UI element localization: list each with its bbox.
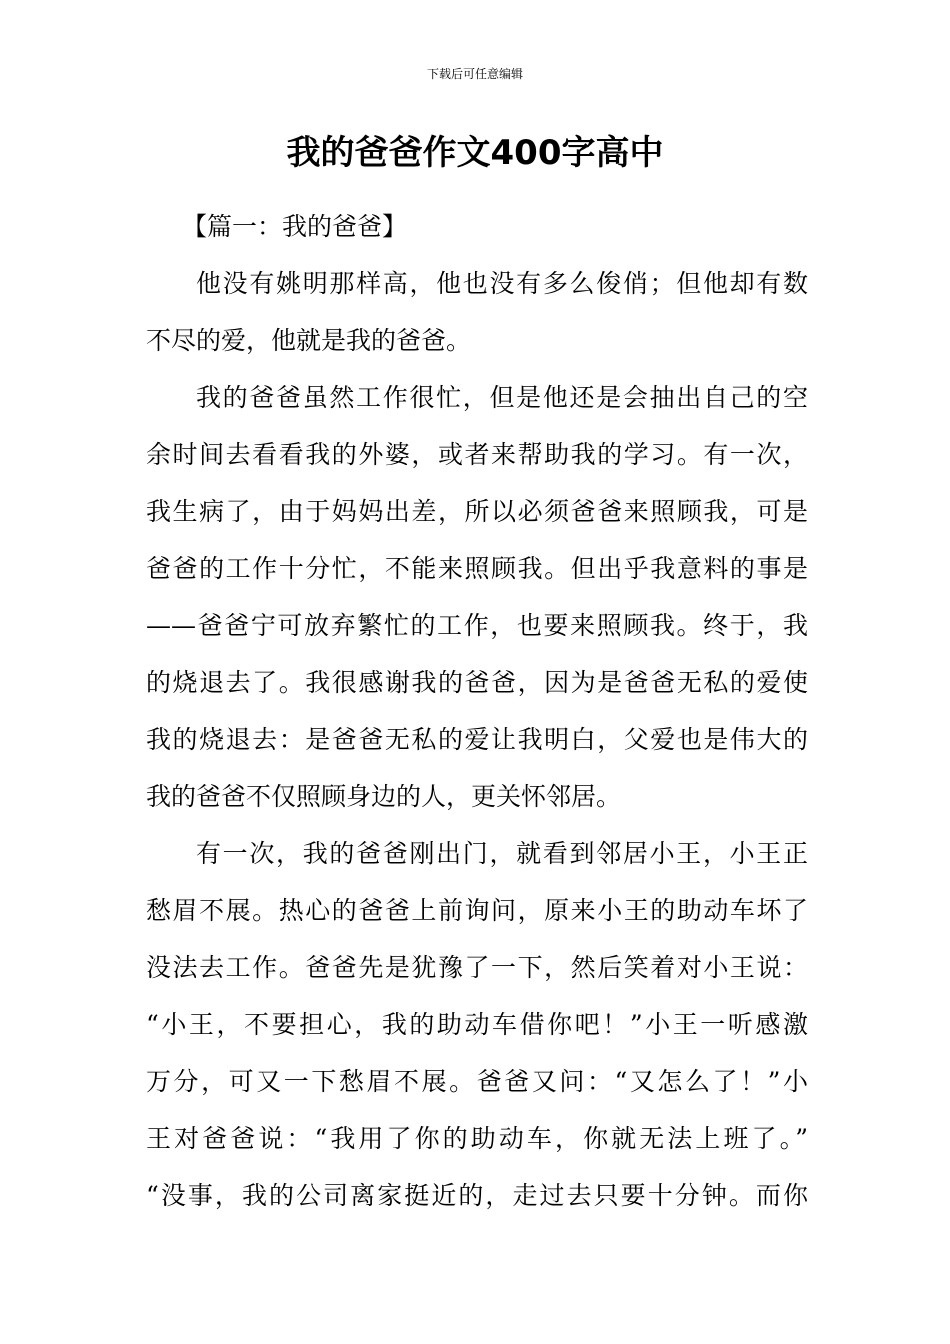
text-line: “小王，不要担心，我的助动车借你吧！”小王一听感激 — [146, 1010, 808, 1039]
text-line: 王对爸爸说：“我用了你的助动车，你就无法上班了。” — [146, 1124, 808, 1153]
text-line: 我的爸爸虽然工作很忙，但是他还是会抽出自己的空 — [196, 383, 808, 412]
section-heading: 【篇一：我的爸爸】 — [182, 212, 408, 241]
document-body — [146, 198, 808, 1224]
text-line: 余时间去看看我的外婆，或者来帮助我的学习。有一次， — [146, 440, 808, 469]
text-line: 我的爸爸不仅照顾身边的人，更关怀邻居。 — [146, 782, 622, 811]
document-title: 我的爸爸作文400字高中 — [286, 133, 664, 173]
text-line: 万分，可又一下愁眉不展。爸爸又问：“又怎么了！”小 — [146, 1067, 808, 1096]
text-line: 我生病了，由于妈妈出差，所以必须爸爸来照顾我，可是 — [146, 497, 808, 526]
text-line: 爸爸的工作十分忙，不能来照顾我。但出乎我意料的事是 — [146, 554, 808, 583]
text-line: 没法去工作。爸爸先是犹豫了一下，然后笑着对小王说： — [146, 953, 808, 982]
text-line: 有一次，我的爸爸刚出门，就看到邻居小王，小王正 — [196, 839, 808, 868]
header-note: 下载后可任意编辑 — [426, 67, 523, 81]
text-line: 的烧退去了。我很感谢我的爸爸，因为是爸爸无私的爱使 — [146, 668, 808, 697]
text-line: “没事，我的公司离家挺近的，走过去只要十分钟。而你 — [146, 1181, 808, 1210]
text-line: ——爸爸宁可放弃繁忙的工作，也要来照顾我。终于，我 — [146, 611, 808, 640]
text-line: 不尽的爱，他就是我的爸爸。 — [146, 326, 472, 355]
text-line: 愁眉不展。热心的爸爸上前询问，原来小王的助动车坏了 — [146, 896, 808, 925]
text-line: 他没有姚明那样高，他也没有多么俊俏；但他却有数 — [196, 269, 808, 298]
text-line: 我的烧退去：是爸爸无私的爱让我明白，父爱也是伟大的 — [146, 725, 808, 754]
